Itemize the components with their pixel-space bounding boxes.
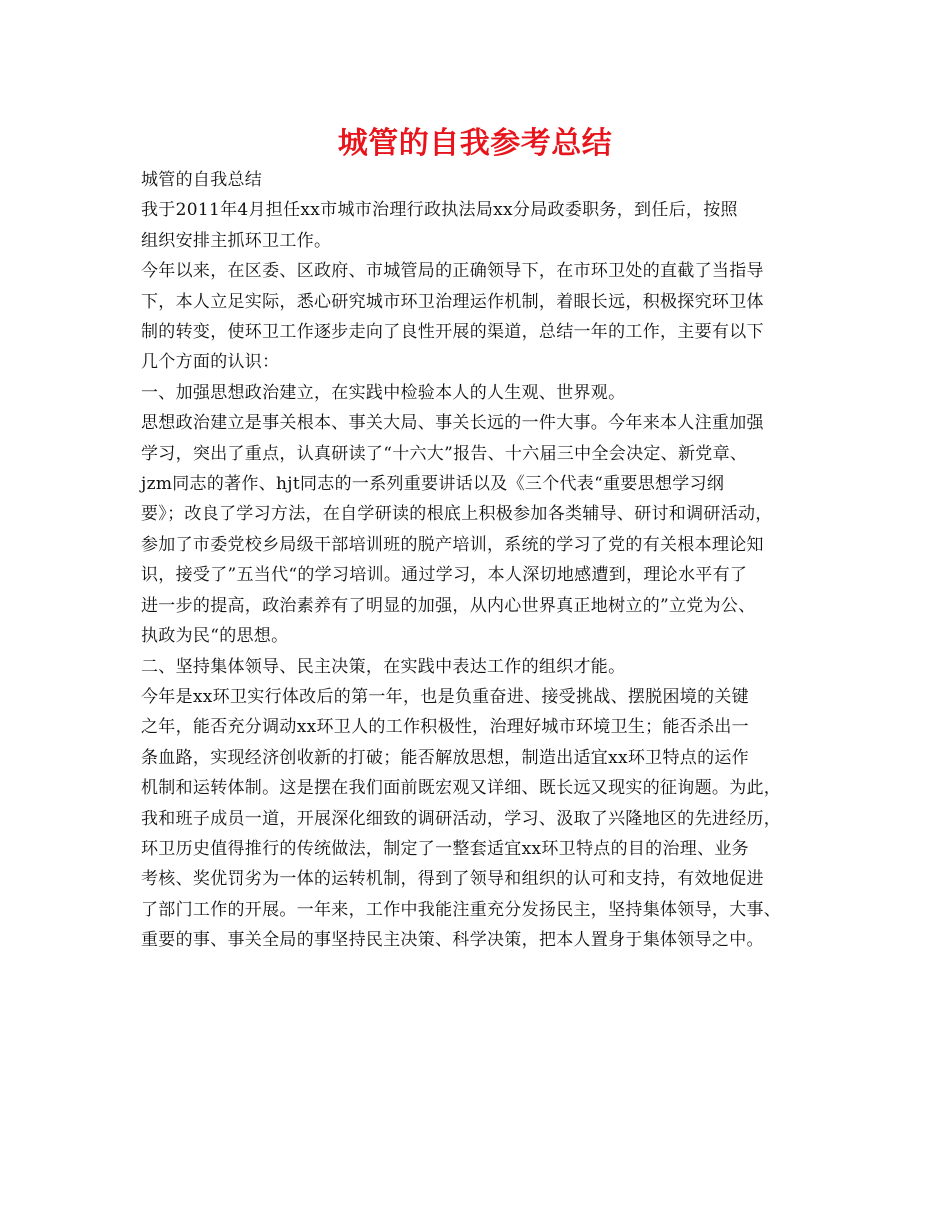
section-heading: 一、加强思想政治建立，在实践中检验本人的人生观、世界观。	[141, 382, 626, 403]
body-line: 进一步的提高，政治素养有了明显的加强，从内心世界真正地树立的”立党为公、	[141, 595, 756, 616]
body-line: 城管的自我总结	[141, 170, 263, 190]
body-line: 思想政治建立是事关根本、事关大局、事关长远的一件大事。今年来本人注重加强	[141, 413, 764, 434]
body-line: 参加了市委党校乡局级干部培训班的脱产培训，系统的学习了党的有关根本理论知	[141, 534, 764, 555]
body-line: jzm同志的著作、hjt同志的一系列重要讲话以及《三个代表“重要思想学习纲	[141, 474, 725, 495]
body-line: 条血路，实现经济创收新的打破；能否解放思想，制造出适宜xx环卫特点的运作	[141, 747, 749, 768]
body-line: 我和班子成员一道，开展深化细致的调研活动，学习、汲取了兴隆地区的先进经历，	[141, 808, 782, 829]
body-line: 重要的事、事关全局的事坚持民主决策、科学决策，把本人置身于集体领导之中。	[141, 930, 764, 951]
body-line: 要》；改良了学习方法，在自学研读的根底上积极参加各类辅导、研讨和调研活动，	[141, 504, 773, 525]
body-line: 执政为民“的思想。	[141, 626, 289, 647]
body-line: 今年是xx环卫实行体改后的第一年，也是负重奋进、接受挑战、摆脱困境的关键	[141, 686, 749, 707]
body-line: 机制和运转体制。这是摆在我们面前既宏观又详细、既长远又现实的征询题。为此，	[141, 778, 782, 799]
body-line: 几个方面的认识：	[141, 352, 280, 373]
body-line: 了部门工作的开展。一年来，工作中我能注重充分发扬民主，坚持集体领导，大事、	[141, 899, 782, 920]
body-line: 组织安排主抓环卫工作。	[141, 230, 332, 251]
body-line: 学习，突出了重点，认真研读了“十六大”报告、十六届三中全会决定、新党章、	[141, 443, 748, 464]
body-line: 考核、奖优罚劣为一体的运转机制，得到了领导和组织的认可和支持，有效地促进	[141, 869, 764, 890]
document-title: 城管的自我参考总结	[337, 126, 613, 161]
body-line: 之年，能否充分调动xx环卫人的工作积极性，治理好城市环境卫生；能否杀出一	[141, 717, 749, 738]
document-body	[141, 165, 821, 956]
section-heading: 二、坚持集体领导、民主决策，在实践中表达工作的组织才能。	[141, 656, 626, 677]
body-line: 下，本人立足实际，悉心研究城市环卫治理运作机制，着眼长远，积极探究环卫体	[141, 291, 764, 312]
body-line: 我于2011年4月担任xx市城市治理行政执法局xx分局政委职务，到任后，按照	[141, 200, 738, 221]
body-line: 环卫历史值得推行的传统做法，制定了一整套适宜xx环卫特点的目的治理、业务	[141, 838, 749, 859]
body-line: 制的转变，使环卫工作逐步走向了良性开展的渠道，总结一年的工作，主要有以下	[141, 322, 764, 343]
body-line: 识，接受了”五当代“的学习培训。通过学习，本人深切地感遭到，理论水平有了	[141, 565, 748, 586]
body-line: 今年以来，在区委、区政府、市城管局的正确领导下，在市环卫处的直截了当指导	[141, 261, 764, 282]
